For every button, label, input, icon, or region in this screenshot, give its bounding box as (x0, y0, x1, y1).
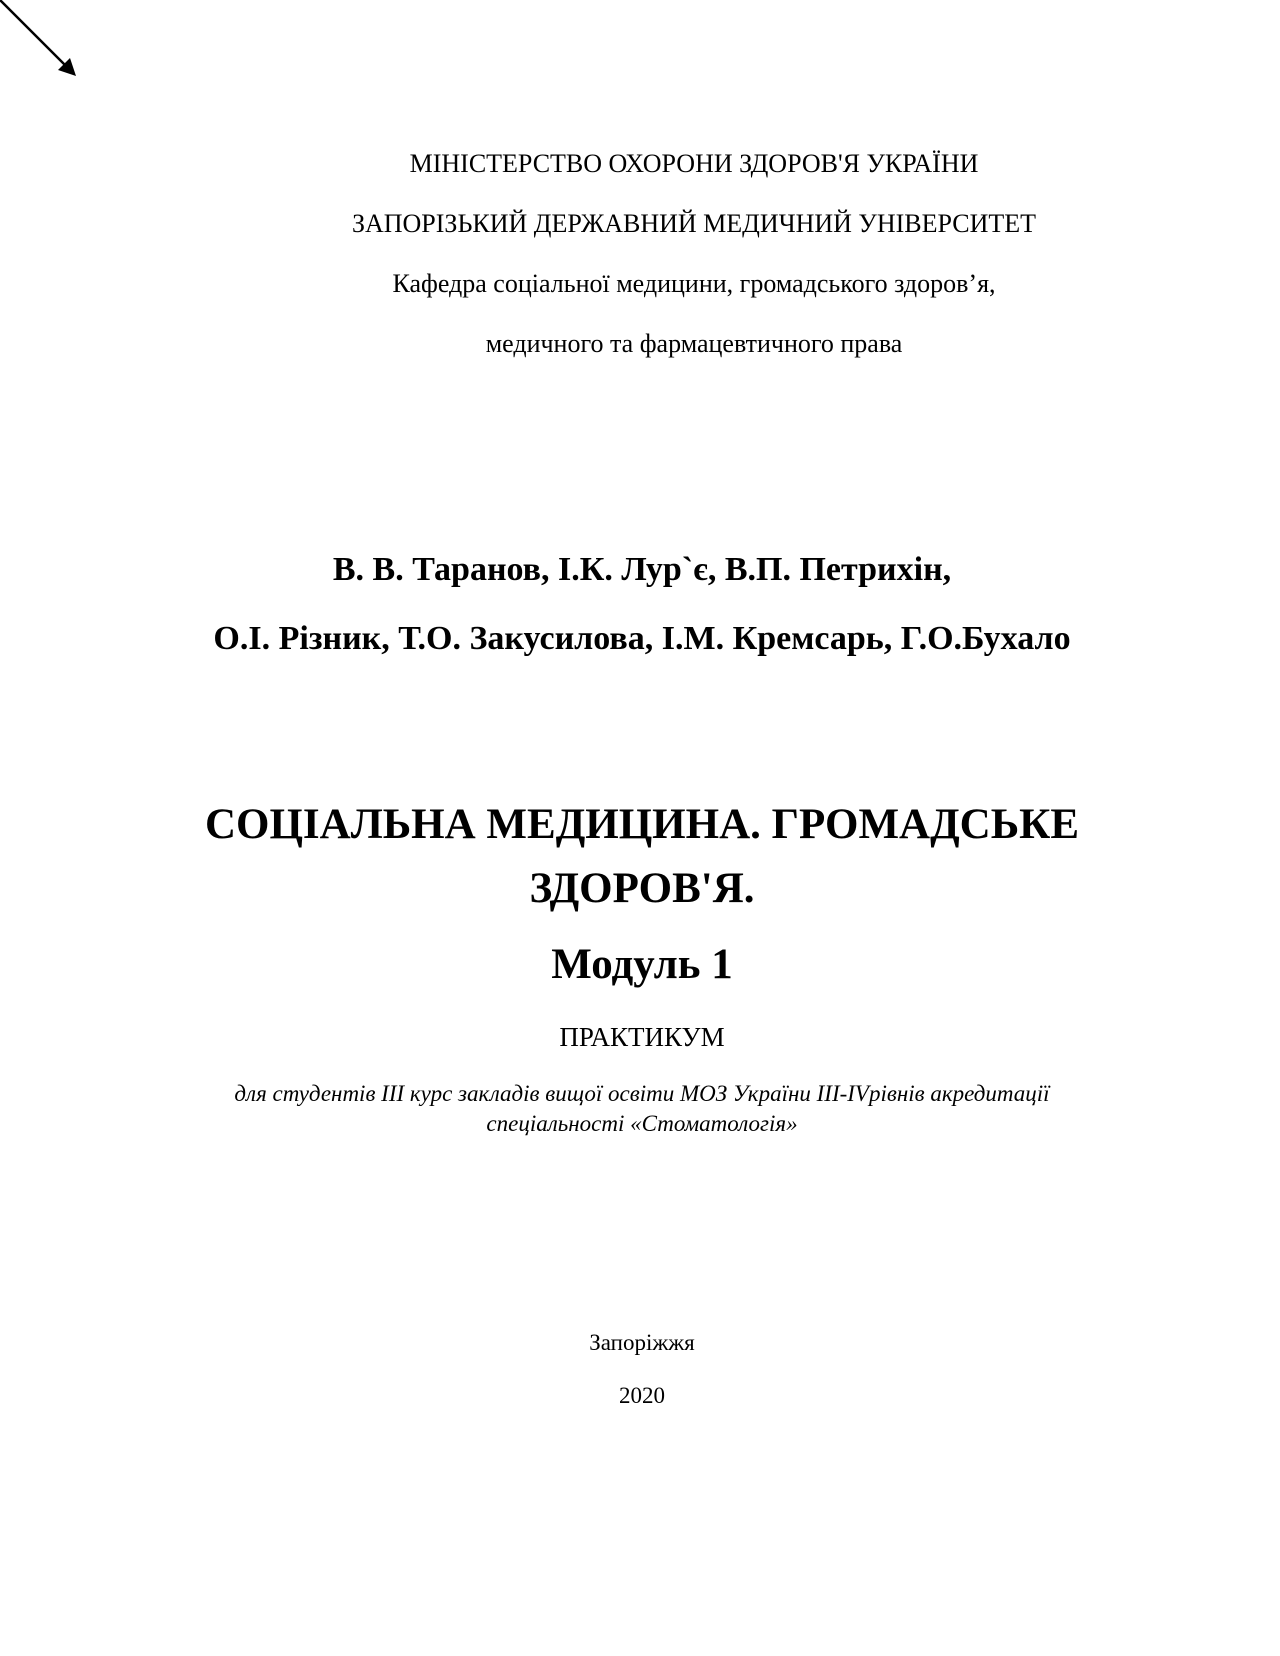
module-title: Модуль 1 (551, 941, 733, 988)
department-line-1: Кафедра соціальної медицини, громадського здоров’я, (392, 269, 996, 298)
authors-line-1: В. В. Таранов, І.К. Лур`є, В.П. Петрихін, (332, 551, 952, 588)
publication-city: Запоріжжя (589, 1330, 695, 1355)
publication-type: ПРАКТИКУМ (559, 1022, 725, 1052)
authors-line-2: О.І. Різник, Т.О. Закусилова, І.М. Кремсарь, Г.О.Бухало (213, 620, 1071, 657)
university-heading: ЗАПОРІЗЬКИЙ ДЕРЖАВНИЙ МЕДИЧНИЙ УНІВЕРСИТЕТ (351, 209, 1037, 238)
publication-year: 2020 (619, 1383, 665, 1408)
book-title-line-2: ЗДОРОВ'Я. (529, 865, 755, 912)
ministry-heading: МІНІСТЕРСТВО ОХОРОНИ ЗДОРОВ'Я УКРАЇНИ (409, 149, 979, 178)
arrow-down-right-icon (0, 0, 80, 80)
audience-line-2: спеціальності «Стоматологія» (486, 1111, 798, 1136)
audience-line-1: для студентів ІІІ курс закладів вищої освіти МОЗ України ІІІ-IVрівнів акредитації (234, 1081, 1050, 1106)
department-line-2: медичного та фармацевтичного права (485, 329, 903, 358)
book-title-line-1: СОЦІАЛЬНА МЕДИЦИНА. ГРОМАДСЬКЕ (204, 801, 1080, 848)
